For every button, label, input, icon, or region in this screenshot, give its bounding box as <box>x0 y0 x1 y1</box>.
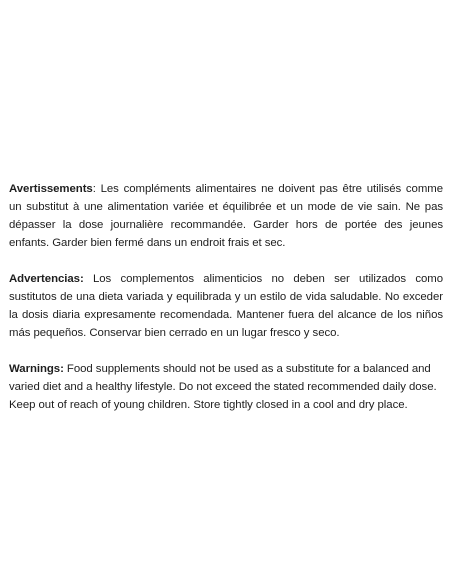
warning-paragraph-spanish <box>9 270 443 342</box>
warning-label-english: Warnings: <box>9 363 64 375</box>
warning-paragraph-french <box>9 180 443 252</box>
warning-text-spanish: Los complementos alimenticios no deben ser utilizados como sustitutos de una dieta variada y equilibrada y un estilo de vida saludable. No exceder la dosis diaria expresamente recomendada. Mantener fuera del alcance de los niños más pequeños. Conservar bien cerrado en un lugar fresco y seco. <box>9 273 443 339</box>
warning-label-spanish: Advertencias: <box>9 273 84 285</box>
warning-paragraph-english <box>9 360 443 414</box>
warning-text-french: : Les compléments alimentaires ne doivent pas être utilisés comme un substitut à une alimentation variée et équilibrée et un mode de vie sain. Ne pas dépasser la dose journalière recommandée. Garder hors de portée des jeunes enfants. Garder bien fermé dans un endroit frais et sec. <box>9 183 443 249</box>
warnings-block <box>9 180 443 432</box>
warning-text-english: Food supplements should not be used as a substitute for a balanced and varied diet and a healthy lifestyle. Do not exceed the stated recommended daily dose. Keep out of reach of young children. Store tightly closed in a cool and dry place. <box>9 363 437 411</box>
warning-label-french: Avertissements <box>9 183 93 195</box>
